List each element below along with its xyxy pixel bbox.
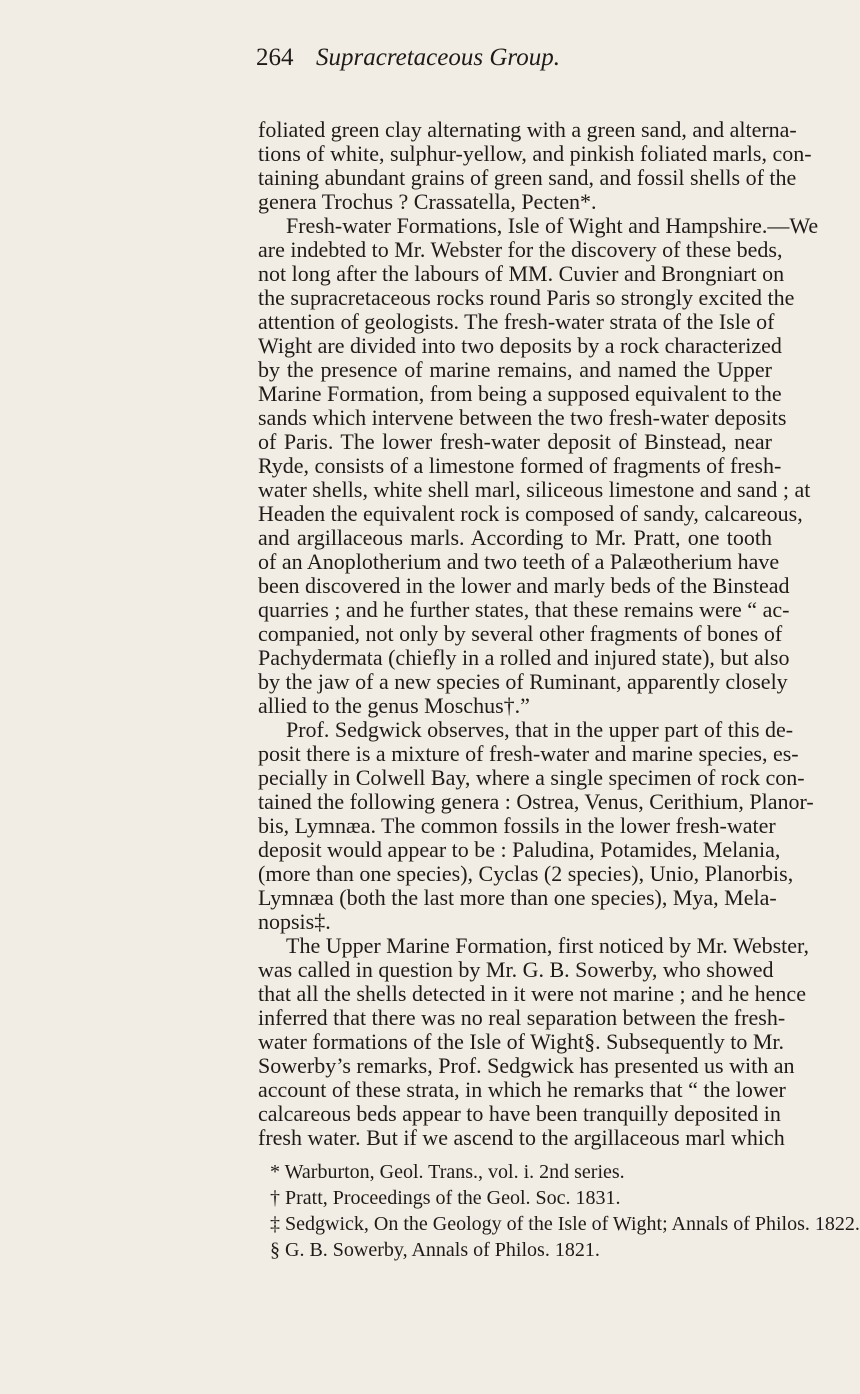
text-line: Marine Formation, from being a supposed equivalent to the	[258, 381, 782, 406]
text-line: bis, Lymnæa. The common fossils in the lower fresh-water	[258, 813, 776, 838]
footnote: ‡ Sedgwick, On the Geology of the Isle of Wight; Annals of Philos. 1822.	[270, 1213, 860, 1235]
text-line: water shells, white shell marl, siliceous limestone and sand ; at	[258, 477, 811, 502]
text-line: Sowerby’s remarks, Prof. Sedgwick has presented us with an	[258, 1053, 795, 1078]
text-line: by the presence of marine remains, and named the Upper	[258, 357, 772, 382]
text-line: that all the shells detected in it were not marine ; and he hence	[258, 981, 806, 1006]
text-line: foliated green clay alternating with a green sand, and alterna-	[258, 117, 797, 142]
text-line: been discovered in the lower and marly beds of the Binstead	[258, 573, 790, 598]
running-title: Supracretaceous Group.	[316, 44, 560, 71]
text-line: taining abundant grains of green sand, and fossil shells of the	[258, 165, 797, 190]
text-line: the supracretaceous rocks round Paris so strongly excited the	[258, 285, 795, 310]
text-line: tained the following genera : Ostrea, Venus, Cerithium, Planor-	[258, 789, 814, 814]
text-line: and argillaceous marls. According to Mr. Pratt, one tooth	[258, 525, 772, 550]
text-line: companied, not only by several other fragments of bones of	[258, 621, 783, 646]
text-line: The Upper Marine Formation, first noticed by Mr. Webster,	[286, 933, 809, 958]
text-line: pecially in Colwell Bay, where a single specimen of rock con-	[258, 765, 805, 790]
footnote: § G. B. Sowerby, Annals of Philos. 1821.	[270, 1239, 600, 1261]
text-line: not long after the labours of MM. Cuvier and Brongniart on	[258, 261, 785, 286]
text-line: deposit would appear to be : Paludina, Potamides, Melania,	[258, 837, 781, 862]
text-line: Lymnæa (both the last more than one species), Mya, Mela-	[258, 885, 777, 910]
text-line: Wight are divided into two deposits by a rock characterized	[258, 333, 782, 358]
text-line: nopsis‡.	[258, 909, 331, 934]
text-line: Prof. Sedgwick observes, that in the upper part of this de-	[286, 717, 794, 742]
text-line: water formations of the Isle of Wight§. Subsequently to Mr.	[258, 1029, 785, 1054]
text-line: Fresh-water Formations, Isle of Wight and Hampshire.—We	[286, 213, 819, 238]
text-line: fresh water. But if we ascend to the argillaceous marl which	[258, 1125, 785, 1150]
text-line: (more than one species), Cyclas (2 species), Unio, Planorbis,	[258, 861, 794, 886]
text-line: Ryde, consists of a limestone formed of fragments of fresh-	[258, 453, 782, 478]
text-line: by the jaw of a new species of Ruminant, apparently closely	[258, 669, 788, 694]
text-line: Pachydermata (chiefly in a rolled and injured state), but also	[258, 645, 790, 670]
text-line: posit there is a mixture of fresh-water and marine species, es-	[258, 741, 799, 766]
page-number: 264	[256, 44, 294, 71]
text-line: attention of geologists. The fresh-water strata of the Isle of	[258, 309, 775, 334]
text-line: allied to the genus Moschus†.”	[258, 693, 530, 718]
text-line: of an Anoplotherium and two teeth of a Palæotherium have	[258, 549, 780, 574]
text-line: sands which intervene between the two fresh-water deposits	[258, 405, 787, 430]
text-line: quarries ; and he further states, that these remains were “ ac-	[258, 597, 790, 622]
footnote: † Pratt, Proceedings of the Geol. Soc. 1831.	[270, 1187, 621, 1209]
footnote: * Warburton, Geol. Trans., vol. i. 2nd series.	[270, 1161, 625, 1183]
text-line: of Paris. The lower fresh-water deposit of Binstead, near	[258, 429, 772, 454]
text-line: tions of white, sulphur-yellow, and pinkish foliated marls, con-	[258, 141, 812, 166]
text-line: was called in question by Mr. G. B. Sowerby, who showed	[258, 957, 774, 982]
text-line: Headen the equivalent rock is composed of sandy, calcareous,	[258, 501, 803, 526]
text-line: inferred that there was no real separation between the fresh-	[258, 1005, 786, 1030]
text-line: genera Trochus ? Crassatella, Pecten*.	[258, 189, 597, 214]
text-line: calcareous beds appear to have been tranquilly deposited in	[258, 1101, 781, 1126]
text-line: are indebted to Mr. Webster for the discovery of these beds,	[258, 237, 783, 262]
text-line: account of these strata, in which he remarks that “ the lower	[258, 1077, 786, 1102]
